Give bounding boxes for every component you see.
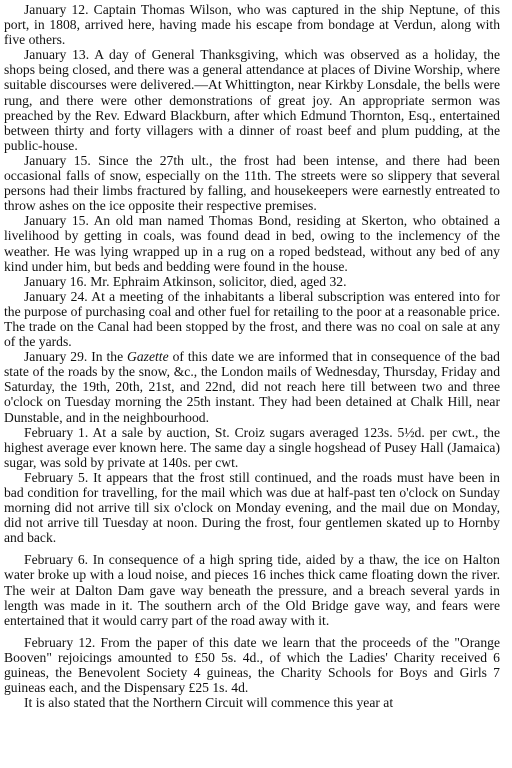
entry-date: January 29.	[24, 349, 88, 365]
gazette-title: Gazette	[127, 349, 169, 365]
entry-date: February 1.	[24, 424, 89, 440]
entry-text: of this date we are informed that in consequence of the bad state of the roads by the snow, &c., the London mails of Wednesday, Thursday, Friday and Saturday, the 19th, 20th, 21st, and 22nd, did not reach here till between two and three o'clock on Tuesday morning the 25th instant. They had been detained at Chalk Hill, near Dunstable, and in the neighbourhood.	[4, 349, 500, 425]
entry-feb-1	[4, 425, 500, 470]
entry-northern-circuit	[4, 695, 500, 710]
entry-jan-24	[4, 289, 500, 349]
entry-feb-6	[4, 552, 500, 627]
entry-text: Captain Thomas Wilson, who was captured in the ship Neptune, of this port, in 1808, arrived here, having made his escape from bondage at Verdun, along with five others.	[4, 2, 500, 48]
entry-text: An old man named Thomas Bond, residing at Skerton, who obtained a livelihood by getting in coals, was found dead in bed, owing to the inclemency of the weather. He was lying wrapped up in a rug on a roped bedstead, without any bed of any kind under him, but beds and bedding were found in the house.	[4, 213, 500, 274]
document-page	[4, 2, 500, 710]
entry-jan-29	[4, 349, 500, 424]
entry-date: February 5.	[24, 469, 89, 485]
entry-text: Mr. Ephraim Atkinson, solicitor, died, aged 32.	[90, 273, 347, 289]
entry-feb-5	[4, 470, 500, 545]
entry-date: January 15.	[24, 152, 91, 168]
entry-text: From the paper of this date we learn that the proceeds of the "Orange Booven" rejoicings amounted to £50 5s. 4d., of which the Ladies' Charity received 6 guineas, the Benevolent Society 4 guineas, the Charity Schools for Boys and Girls 7 guineas each, and the Dispensary £25 1s. 4d.	[4, 634, 501, 696]
entry-date: January 15.	[24, 213, 89, 229]
entry-jan-16	[4, 274, 500, 289]
entry-jan-15-frost	[4, 153, 500, 213]
entry-text: At a sale by auction, St. Croiz sugars averaged 123s. 5½d. per cwt., the highest average ever known here. The same day a single hogshead of Pusey Hall (Jamaica) sugar, was sold by private at 140s. per cwt.	[4, 424, 500, 470]
entry-text: In consequence of a high spring tide, aided by a thaw, the ice on Halton water broke up with a loud noise, and pieces 16 inches thick came floating down the river. The weir at Dalton Dam gave way beneath the pressure, and a breach several yards in length was made in it. The southern arch of the Old Bridge gave way, and fears were entertained that it would carry part of the road away with it.	[4, 552, 500, 628]
entry-text: It is also stated that the Northern Circuit will commence this year at	[24, 695, 394, 711]
entry-date: January 24.	[24, 288, 88, 304]
entry-jan-13	[4, 47, 500, 153]
entry-date: January 12.	[24, 2, 89, 17]
entry-text: In the	[91, 349, 124, 365]
entry-date: January 16.	[24, 273, 87, 289]
entry-feb-12	[4, 635, 500, 695]
entry-jan-12	[4, 2, 500, 47]
entry-date: January 13.	[24, 47, 90, 63]
entry-text: At a meeting of the inhabitants a liberal subscription was entered into for the purpose of purchasing coal and other fuel for retailing to the poor at a reasonable price. The trade on the Canal had been stopped by the frost, and there was no coal on sale at any of the yards.	[4, 288, 500, 350]
entry-jan-15-bond	[4, 213, 500, 273]
entry-text: It appears that the frost still continued, and the roads must have been in bad condition for travelling, for the mail which was due at half-past ten o'clock on Sunday morning did not arrive till six o'clock on Monday evening, and the mail due on Monday, did not arrive till Tuesday at noon. During the frost, four gentlemen skated up to Hornby and back.	[4, 469, 500, 546]
entry-text: A day of General Thanksgiving, which was observed as a holiday, the shops being closed, and there was a general attendance at places of Divine Worship, where suitable discourses were delivered.—At Whittington, near Kirkby Lonsdale, the bells were rung, and there were other demonstrations of great joy. An appropriate sermon was preached by the Rev. Edward Blackburn, after which Edmund Thornton, Esq., entertained between thirty and forty villagers with a dinner of roast beef and plum pudding, at the public-house.	[4, 47, 501, 153]
entry-date: February 6.	[24, 552, 89, 568]
entry-date: February 12.	[24, 634, 96, 650]
entry-text: Since the 27th ult., the frost had been intense, and there had been occasional falls of snow, especially on the 11th. The streets were so slippery that several persons had their limbs fractured by falling, and housekeepers were earnestly entreated to throw ashes on the ice opposite their respective premises.	[4, 152, 500, 214]
